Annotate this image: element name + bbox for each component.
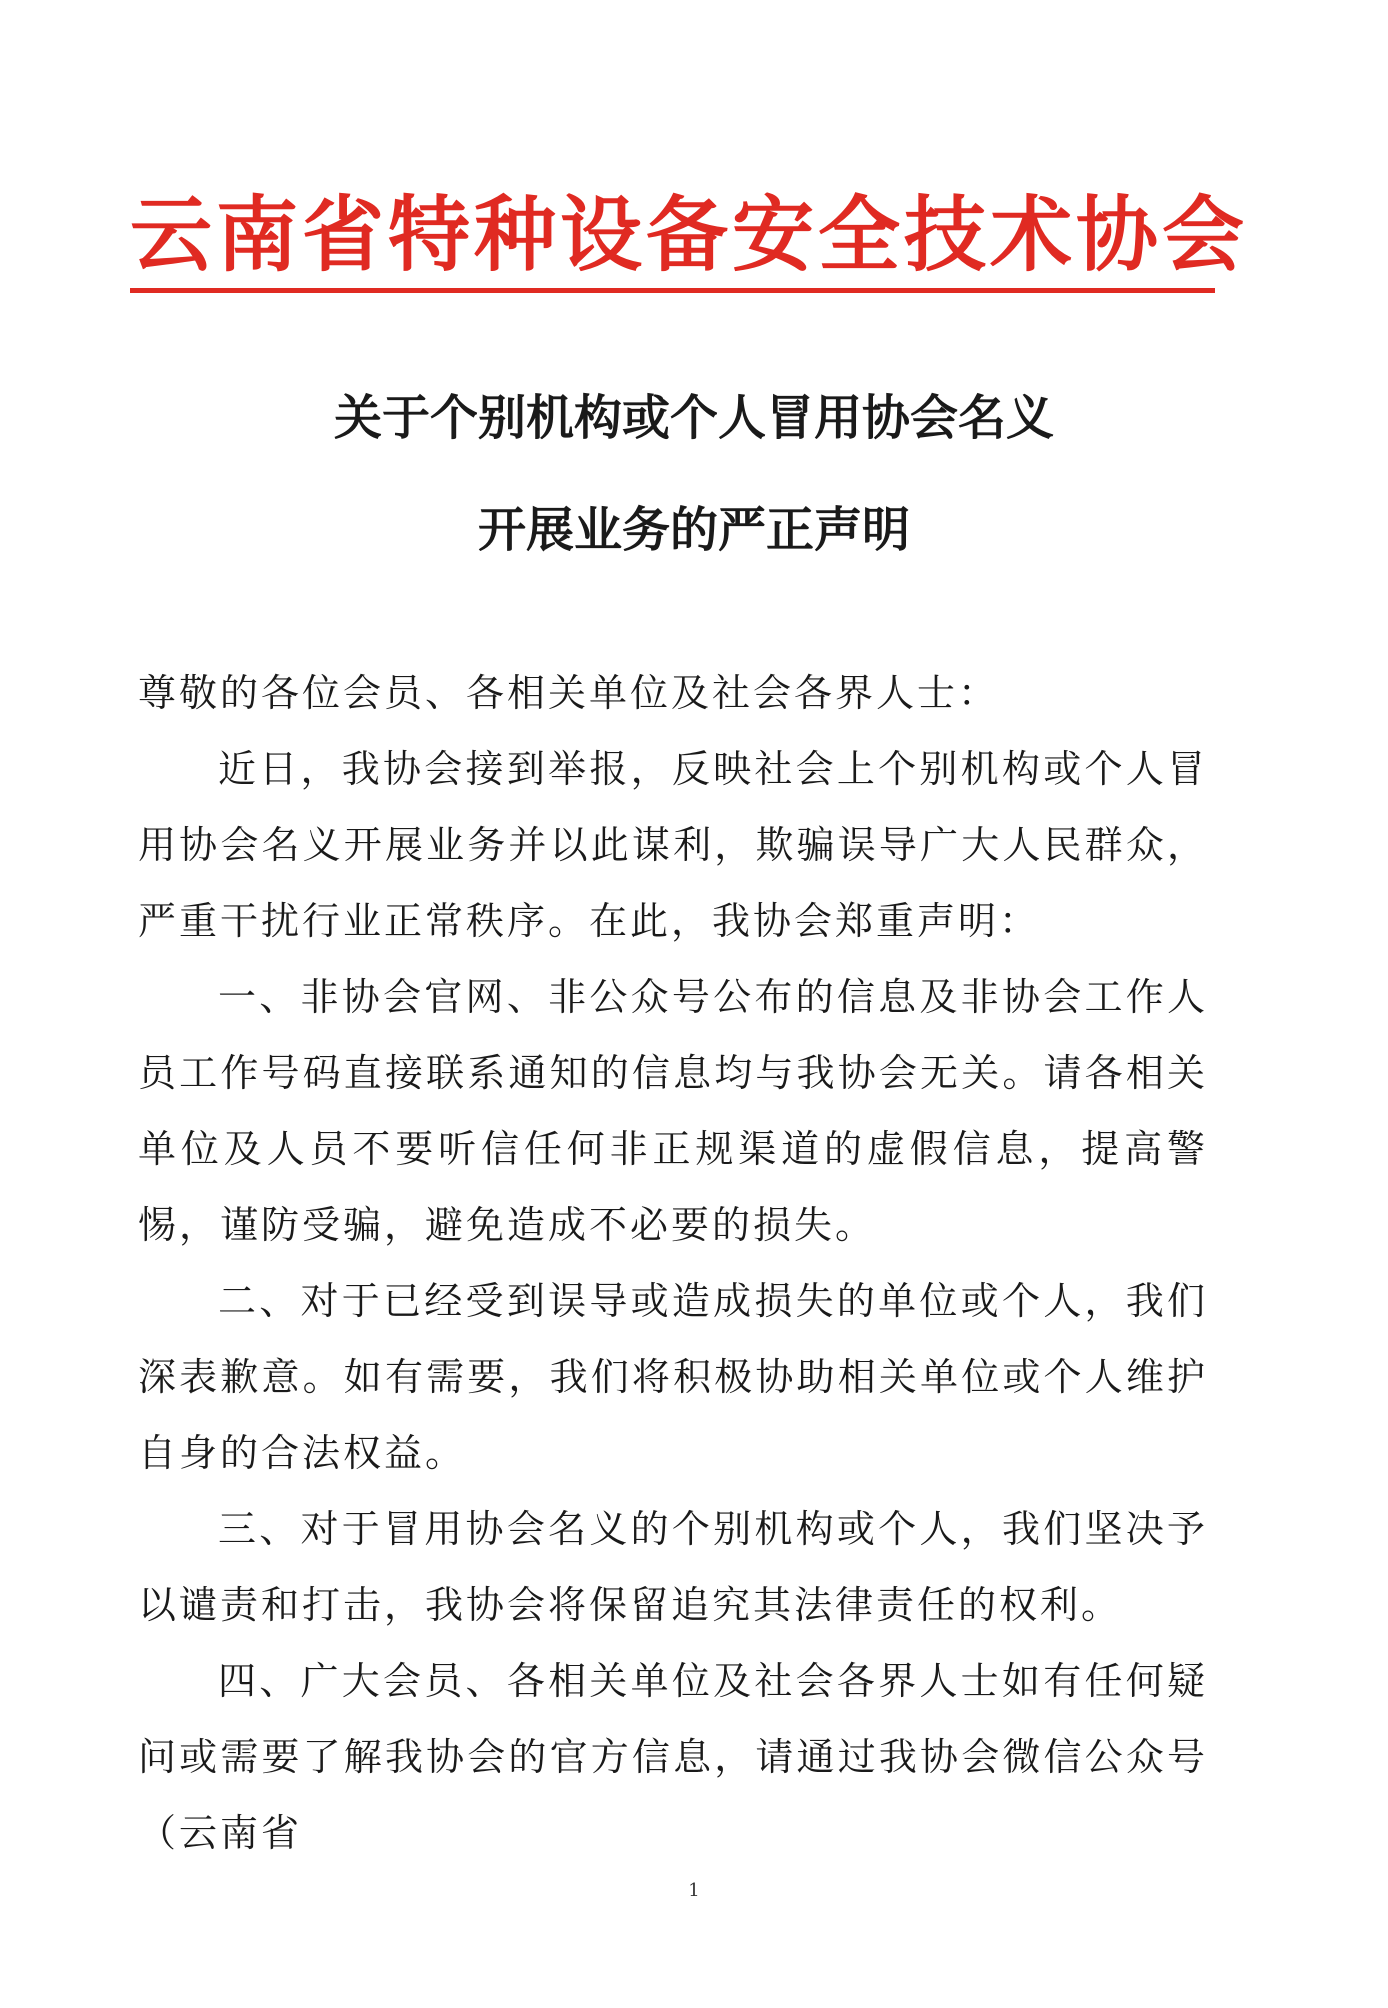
paragraph-intro: 近日，我协会接到举报，反映社会上个别机构或个人冒用协会名义开展业务并以此谋利，欺骗误导广大人民群众，严重干扰行业正常秩序。在此，我协会郑重声明：	[138, 747, 1208, 943]
letterhead-red-rule	[130, 288, 1215, 293]
document-body	[138, 655, 1208, 1871]
paragraph-item-2: 二、对于已经受到误导或造成损失的单位或个人，我们深表歉意。如有需要，我们将积极协助相关单位或个人维护自身的合法权益。	[138, 1279, 1208, 1475]
page-number: 1	[688, 1880, 700, 1901]
paragraph-item-4: 四、广大会员、各相关单位及社会各界人士如有任何疑问或需要了解我协会的官方信息，请通过我协会微信公众号（云南省	[138, 1659, 1208, 1855]
organization-name: 云南省特种设备安全技术协会	[130, 188, 1249, 283]
letterhead	[130, 186, 1249, 296]
salutation: 尊敬的各位会员、各相关单位及社会各界人士：	[138, 671, 1000, 715]
document-title-line-2: 开展业务的严正声明	[477, 502, 910, 558]
paragraph-item-3: 三、对于冒用协会名义的个别机构或个人，我们坚决予以谴责和打击，我协会将保留追究其法律责任的权利。	[138, 1507, 1208, 1627]
paragraph-item-1: 一、非协会官网、非公众号公布的信息及非协会工作人员工作号码直接联系通知的信息均与我协会无关。请各相关单位及人员不要听信任何非正规渠道的虚假信息，提高警惕，谨防受骗，避免造成不必要的损失。	[138, 975, 1208, 1247]
document-title-line-1: 关于个别机构或个人冒用协会名义	[333, 390, 1054, 446]
